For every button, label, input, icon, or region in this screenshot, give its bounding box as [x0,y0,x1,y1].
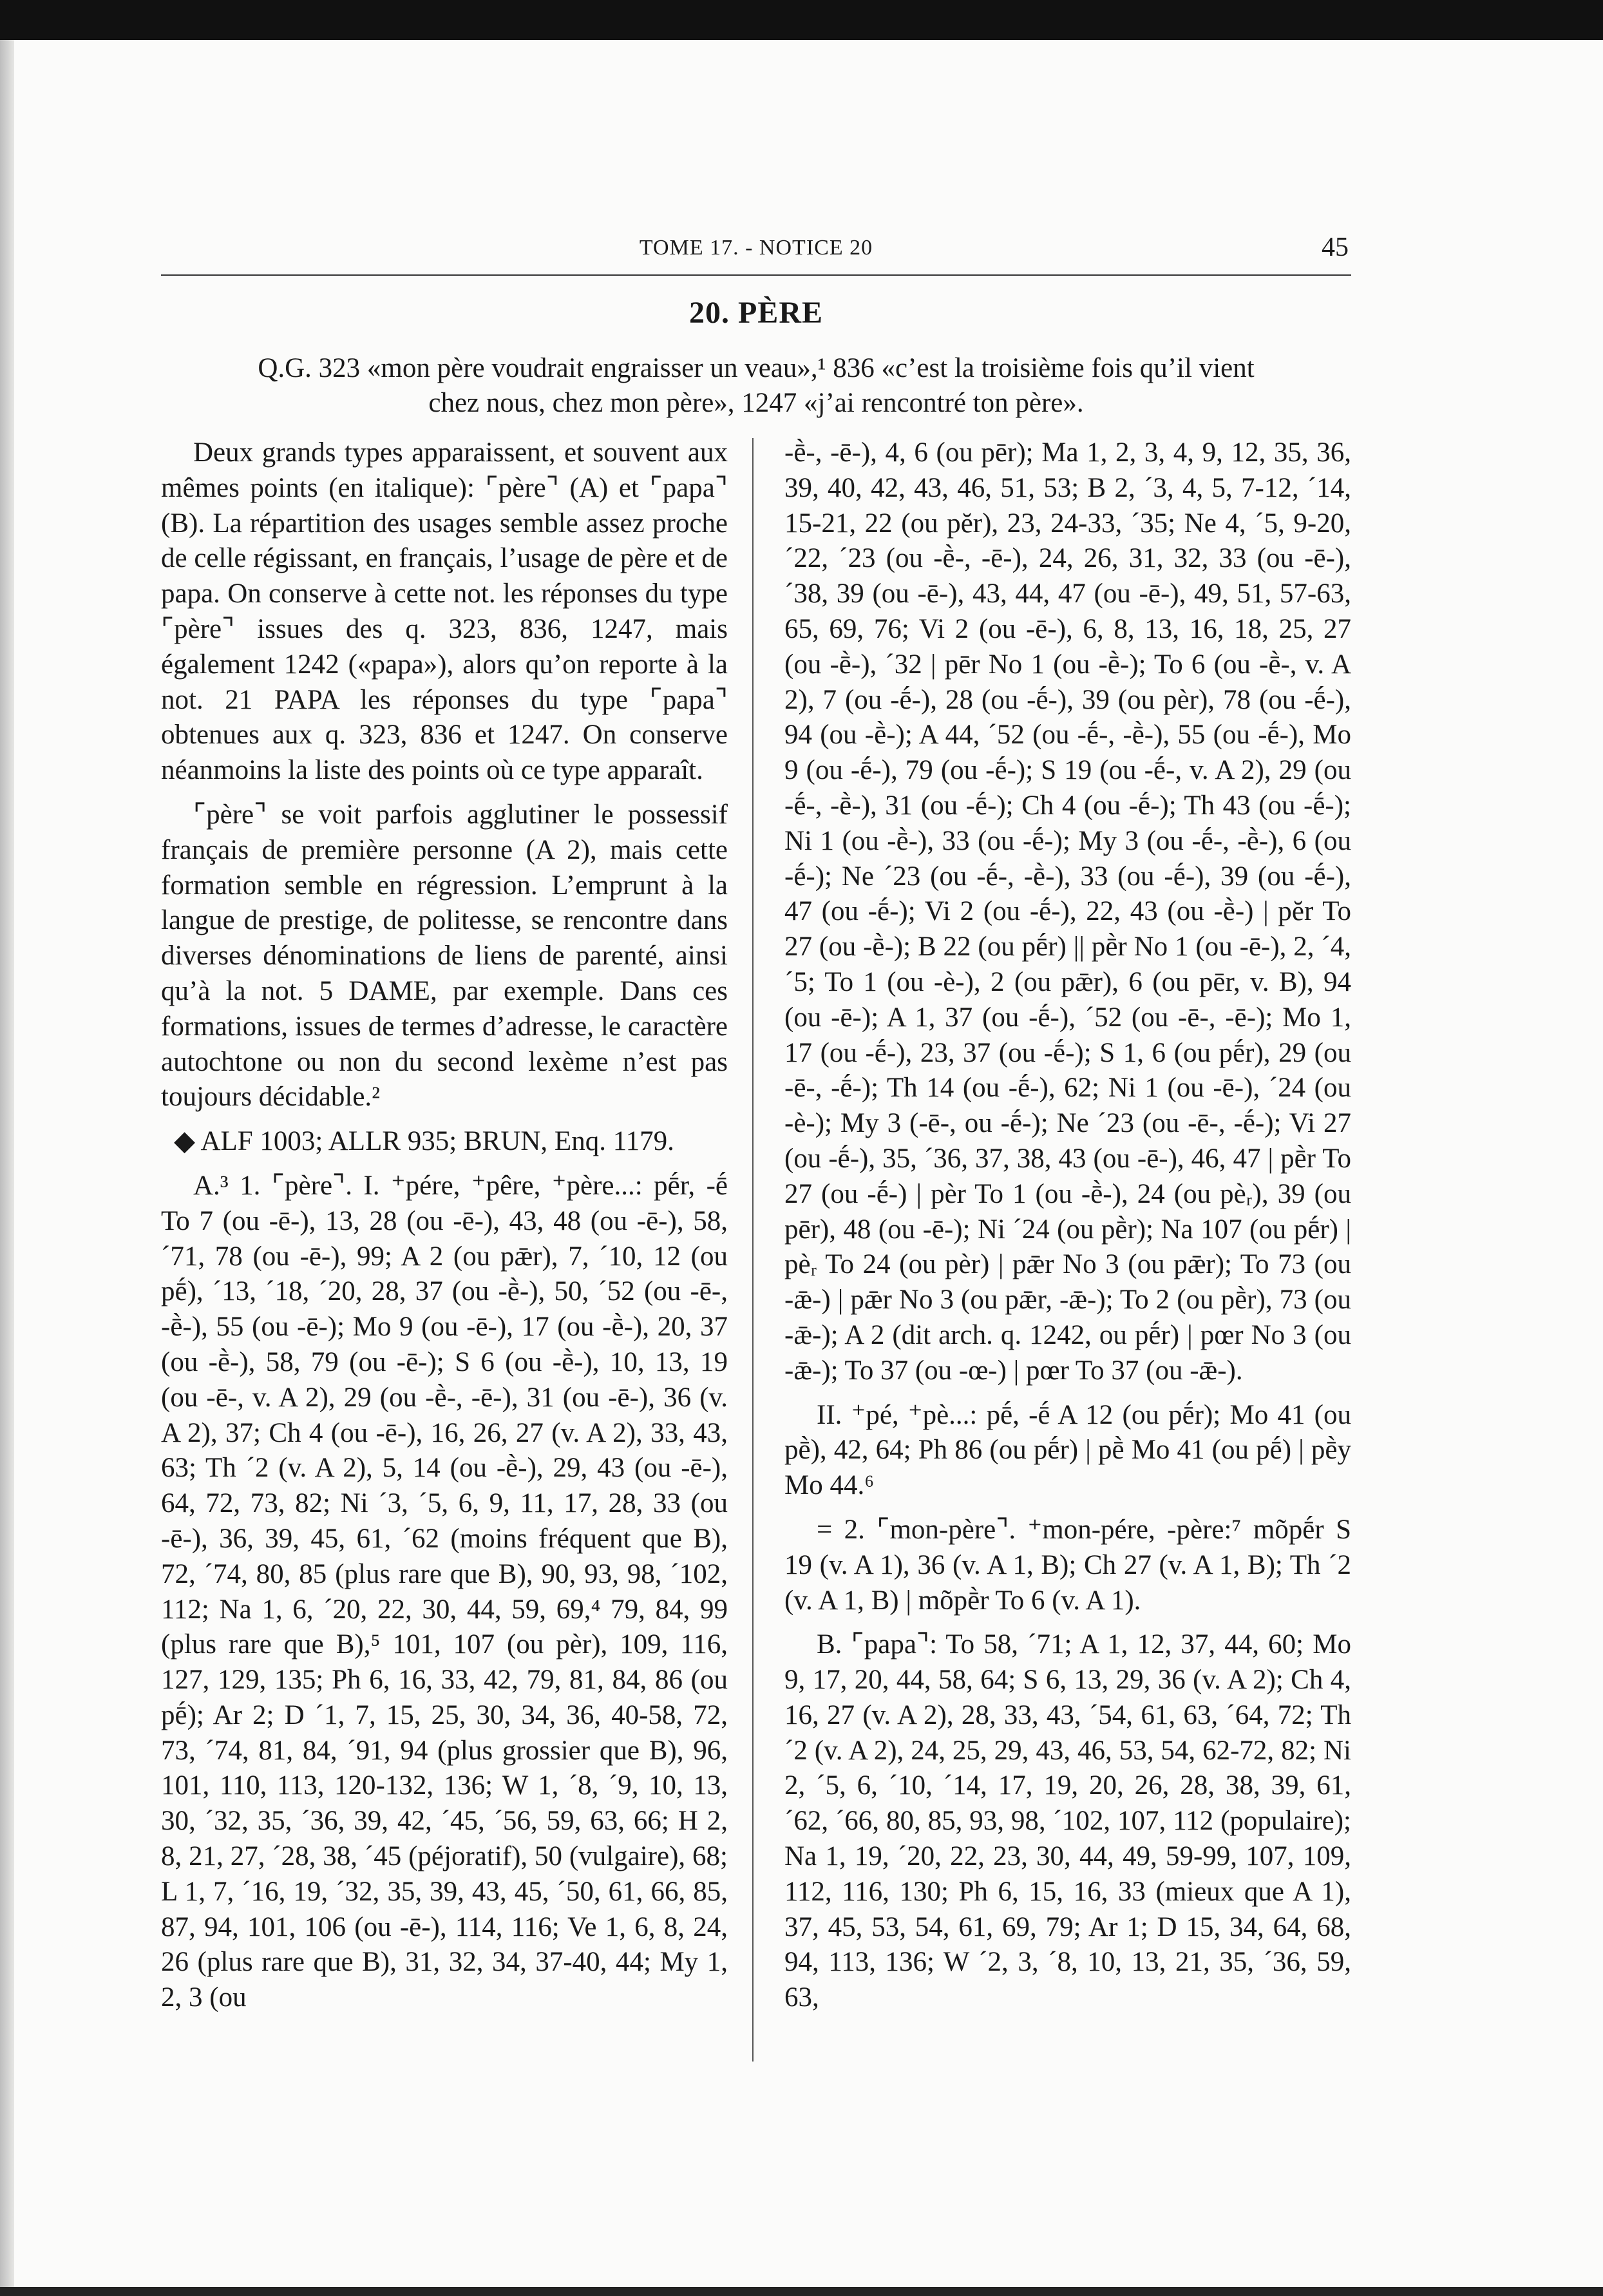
qg-line-2: chez nous, chez mon père», 1247 «j’ai rencontré ton père». [428,388,1084,418]
qg-line-1: Q.G. 323 «mon père voudrait engraisser un veau»,¹ 836 «c’est la troisième fois qu’il vient [258,353,1255,383]
left-column [161,435,728,2025]
right-column [784,435,1351,2025]
paragraph-agglutination: ⌜père⌝ se voit parfois agglutiner le possessif français de première personne (A 2), mais cette formation semble en régression. L’emprunt à la langue de prestige, de politesse, se rencontre dans diverses dénominations de liens de parenté, ainsi qu’à la not. 5 DAME, par exemple. Dans ces formations, issues de termes d’adresse, le caractère autochtone ou non du second lexème n’est pas toujours décidable.² [161,799,728,1113]
paragraph-references: ◆ ALF 1003; ALLR 935; BRUN, Enq. 1179. [174,1126,674,1157]
scanner-bottom-border [0,2287,1603,2296]
paragraph-type-a-forms: A.³ 1. ⌜père⌝. I. ⁺pére, ⁺pêre, ⁺père...: pḗr, -ḗ To 7 (ou -ē-), 13, 28 (ou -ē-), 43, 48 (ou -ē-), 58, ´71, 78 (ou -ē-), 99; A 2 (ou pǣr), 7, ´10, 12 (ou pḗ), ´13, ´18, ´20, 28, 37 (ou -ḕ-), 50, ´52 (ou -ē-, -ḕ-), 55 (ou -ē-); Mo 9 (ou -ē-), 17 (ou -ḕ-), 20, 37 (ou -ḕ-), 58, 79 (ou -ē-); S 6 (ou -ḕ-), 10, 13, 19 (ou -ē-, v. A 2), 29 (ou -ḕ-, -ē-), 31 (ou -ē-), 36 (v. A 2), 37; Ch 4 (ou -ē-), 16, 26, 27 (v. A 2), 33, 43, 63; Th ´2 (v. A 2), 5, 14 (ou -ḕ-), 29, 43 (ou -ē-), 64, 72, 73, 82; Ni ´3, ´5, 6, 9, 11, 17, 28, 33 (ou -ē-), 36, 39, 45, 61, ´62 (moins fréquent que B), 72, ´74, 80, 85 (plus rare que B), 90, 93, 98, ´102, 112; Na 1, 6, ´20, 22, 30, 44, 59, 69,⁴ 79, 84, 99 (plus rare que B),⁵ 101, 107 (ou pèr), 109, 116, 127, 129, 135; Ph 6, 16, 33, 42, 79, 81, 84, 86 (ou pḗ); Ar 2; D ´1, 7, 15, 25, 30, 34, 36, 40-58, 72, 73, ´74, 81, 84, ´91, 94 (plus grossier que B), 96, 101, 110, 113, 120-132, 136; W 1, ´8, ´9, 10, 13, 30, ´32, 35, ´36, 39, 42, ´45, ´56, 59, 63, 66; H 2, 8, 21, 27, ´28, 38, ´45 (péjoratif), 50 (vulgaire), 68; L 1, 7, ´16, 19, ´32, 35, 39, 43, 45, ´50, 61, 66, 85, 87, 94, 101, 106 (ou -ē-), 114, 116; Ve 1, 6, 8, 24, 26 (plus rare que B), 31, 32, 34, 37-40, 44; My 1, 2, 3 (ou [161,1170,728,2013]
questionnaire-line [161,351,1351,421]
paragraph-type-a-ii: II. ⁺pé, ⁺pè...: pḗ, -ḗ A 12 (ou pḗr); Mo 41 (ou pḕ), 42, 64; Ph 86 (ou pḗr) | pḕ Mo 41 (ou pḗ) | pḕy Mo 44.⁶ [784,1399,1351,1501]
paragraph-intro: Deux grands types apparaissent, et souvent aux mêmes points (en italique): ⌜père⌝ (A) et ⌜papa⌝ (B). La répartition des usages semble assez proche de celle régissant, en français, l’usage de père et de papa. On conserve à cette not. les réponses du type ⌜père⌝ issues des q. 323, 836, 1247, mais également 1242 («papa»), alors qu’on reporte à la not. 21 PAPA les réponses du type ⌜papa⌝ obtenues aux q. 323, 836 et 1247. On conserve néanmoins la liste des points où ce type apparaît. [161,437,728,786]
entry-title: 20. PÈRE [688,296,823,330]
page-gutter-shadow [0,40,14,2288]
column-divider [752,438,754,2062]
scanner-top-border [0,0,1603,40]
page-number: 45 [1322,233,1349,262]
running-title: TOME 17. - NOTICE 20 [639,236,873,260]
paragraph-type-a-continued: -ḕ-, -ē-), 4, 6 (ou pēr); Ma 1, 2, 3, 4, 9, 12, 35, 36, 39, 40, 42, 43, 46, 51, 53; B 2, ´3, 4, 5, 7-12, ´14, 15-21, 22 (ou pĕr), 23, 24-33, ´35; Ne 4, ´5, 9-20, ´22, ´23 (ou -ḕ-, -ē-), 24, 26, 31, 32, 33 (ou -ē-), ´38, 39 (ou -ē-), 43, 44, 47 (ou -ē-), 49, 51, 57-63, 65, 69, 76; Vi 2 (ou -ē-), 6, 8, 13, 16, 18, 25, 27 (ou -ḕ-), ´32 | pēr No 1 (ou -ḕ-); To 6 (ou -ḕ-, v. A 2), 7 (ou -ḗ-), 28 (ou -ḗ-), 39 (ou pèr), 78 (ou -ḗ-), 94 (ou -ḕ-); A 44, ´52 (ou -ḗ-, -ḕ-), 55 (ou -ḗ-), Mo 9 (ou -ḗ-), 79 (ou -ḗ-); S 19 (ou -ḗ-, v. A 2), 29 (ou -ḗ-, -ḕ-), 31 (ou -ḗ-); Ch 4 (ou -ḗ-); Th 43 (ou -ḗ-); Ni 1 (ou -ḕ-), 33 (ou -ḗ-); My 3 (ou -ḗ-, -ḕ-), 6 (ou -ḗ-); Ne ´23 (ou -ḗ-, -ḕ-), 33 (ou -ḗ-), 39 (ou -ḗ-), 47 (ou -ḗ-); Vi 2 (ou -ḗ-), 22, 43 (ou -ḕ-) | pĕr To 27 (ou -ḕ-); B 22 (ou pḗr) || pḕr No 1 (ou -ē-), 2, ´4, ´5; To 1 (ou -è-), 2 (ou pǣr), 6 (ou pēr, v. B), 94 (ou -ē-); A 1, 37 (ou -ḗ-), ´52 (ou -ē-, -ē-); Mo 1, 17 (ou -ḗ-), 23, 37 (ou -ḗ-); S 1, 6 (ou pḗr), 29 (ou -ē-, -ḗ-); Th 14 (ou -ḗ-), 62; Ni 1 (ou -ē-), ´24 (ou -è-); My 3 (-ē-, ou -ḗ-); Ne ´23 (ou -ē-, -ḗ-); Vi 27 (ou -ḗ-), 35, ´36, 37, 38, 43 (ou -ē-), 46, 47 | pḕr To 27 (ou -ḗ-) | pèr To 1 (ou -ḕ-), 24 (ou pèᵣ), 39 (ou pēr), 48 (ou -ē-); Ni ´24 (ou pḕr); Na 107 (ou pḗr) | pèᵣ To 24 (ou pèr) | pǣr No 3 (ou pǣr); To 73 (ou -ǣ-) | pǣr No 3 (ou pǣr, -ǣ-); To 2 (ou pḕr), 73 (ou -ǣ-); A 2 (dit arch. q. 1242, ou pḗr) | pœr No 3 (ou -ǣ-); To 37 (ou -œ-) | pœr To 37 (ou -ǣ-). [784,437,1351,1386]
paragraph-type-b-papa: B. ⌜papa⌝: To 58, ´71; A 1, 12, 37, 44, 60; Mo 9, 17, 20, 44, 58, 64; S 6, 13, 29, 36 (v. A 2); Ch 4, 16, 27 (v. A 2), 28, 33, 43, ´54, 61, 63, ´64, 72; Th ´2 (v. A 2), 24, 25, 29, 43, 46, 53, 54, 62-72, 82; Ni 2, ´5, 6, ´10, ´14, 17, 19, 20, 26, 28, 38, 39, 61, ´62, ´66, 80, 85, 93, 98, ´102, 107, 112 (populaire); Na 1, 19, ´20, 22, 23, 30, 44, 49, 59-99, 107, 109, 112, 116, 130; Ph 6, 15, 16, 33 (mieux que A 1), 37, 45, 53, 54, 61, 69, 79; Ar 1; D 15, 34, 64, 68, 94, 113, 136; W ´2, 3, ´8, 10, 13, 21, 35, ´36, 59, 63, [784,1629,1351,2013]
paragraph-mon-pere: = 2. ⌜mon-père⌝. ⁺mon-pére, -père:⁷ mõpḗr S 19 (v. A 1), 36 (v. A 1, B); Ch 27 (v. A 1, B); Th ´2 (v. A 1, B) | mõpḕr To 6 (v. A 1). [784,1514,1351,1616]
running-header [161,232,1351,276]
